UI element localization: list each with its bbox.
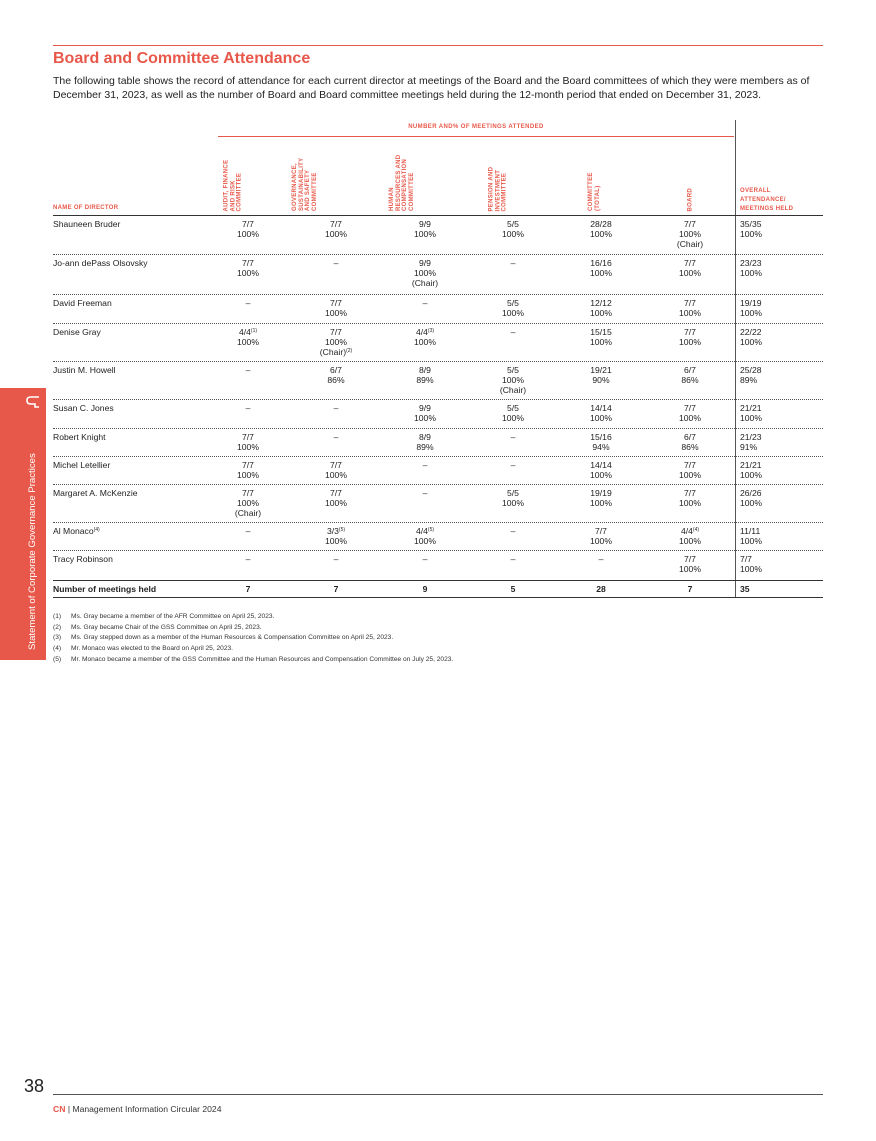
director-name: Tracy Robinson bbox=[53, 554, 113, 564]
attendance-cell: 9/9 100% bbox=[414, 219, 436, 239]
overall-attendance: 25/28 89% bbox=[740, 365, 762, 385]
attendance-cell: – bbox=[333, 554, 339, 564]
attendance-cell: 5/5 100% (Chair) bbox=[499, 365, 527, 395]
group-header-rule bbox=[218, 136, 734, 137]
attendance-cell: 5/5 100% bbox=[502, 219, 524, 239]
row-separator bbox=[53, 254, 823, 255]
totals-rule-bottom bbox=[53, 597, 823, 598]
attendance-cell: 15/15 100% bbox=[590, 327, 612, 347]
director-name: Shauneen Bruder bbox=[53, 219, 121, 229]
intro-paragraph: The following table shows the record of attendance for each current director at meetings of the Board and the Board committees of which they were members as of December 31, 2023, as well as the number of Board and Board committee meetings held during the 12-month period that ended on December 31, 2023. bbox=[53, 75, 810, 101]
attendance-cell: 7/7 100% bbox=[325, 219, 347, 239]
footer-rule bbox=[53, 1094, 823, 1095]
col-head-gss: GOVERNANCE, SUSTAINABILITY AND SAFETY COMMITTEE bbox=[292, 157, 318, 211]
attendance-cell: 12/12 100% bbox=[590, 298, 612, 318]
attendance-cell: – bbox=[245, 526, 251, 536]
attendance-cell: 14/14 100% bbox=[590, 460, 612, 480]
director-name: David Freeman bbox=[53, 298, 112, 308]
top-rule bbox=[53, 45, 823, 46]
attendance-cell: – bbox=[245, 554, 251, 564]
attendance-cell: 7/7 100% (Chair)$^{(2)}$ bbox=[319, 327, 353, 357]
attendance-cell: 4/4$^{(3)}$ 100% bbox=[414, 327, 436, 347]
attendance-cell: 7/7 100% bbox=[325, 298, 347, 318]
page-number: 38 bbox=[24, 1076, 45, 1096]
overall-attendance: 26/26 100% bbox=[740, 488, 762, 508]
attendance-cell: – bbox=[510, 554, 516, 564]
attendance-cell: 7/7 100% bbox=[679, 554, 701, 574]
footer bbox=[53, 1104, 221, 1114]
totals-label: Number of meetings held bbox=[53, 584, 157, 594]
attendance-cell: 7/7 100% bbox=[590, 526, 612, 546]
overall-attendance: 19/19 100% bbox=[740, 298, 762, 318]
total-hrc: 9 bbox=[422, 584, 428, 594]
attendance-cell: 9/9 100% (Chair) bbox=[411, 258, 439, 288]
overall-attendance: 7/7 100% bbox=[740, 554, 762, 574]
attendance-cell: 6/7 86% bbox=[327, 365, 345, 385]
footnote: (3) Ms. Gray stepped down as a member of the Human Resources & Compensation Committee on April 25, 2023. bbox=[53, 634, 394, 642]
row-separator bbox=[53, 484, 823, 485]
attendance-cell: 7/7 100% bbox=[325, 460, 347, 480]
col-head-pic: PENSION AND INVESTMENT COMMITTEE bbox=[488, 166, 508, 211]
row-separator bbox=[53, 323, 823, 324]
attendance-cell: 4/4$^{(5)}$ 100% bbox=[414, 526, 436, 546]
attendance-cell: 7/7 100% bbox=[679, 403, 701, 423]
col-head-hrc: HUMAN RESOURCES AND COMPENSATION COMMITTEE bbox=[389, 154, 415, 211]
row-separator bbox=[53, 294, 823, 295]
attendance-cell: 7/7 100% bbox=[679, 258, 701, 278]
total-committee: 28 bbox=[596, 584, 606, 594]
total-afr: 7 bbox=[245, 584, 251, 594]
total-overall: 35 bbox=[740, 584, 750, 594]
attendance-cell: – bbox=[245, 365, 251, 375]
total-board: 7 bbox=[687, 584, 693, 594]
footnote: (5) Mr. Monaco became a member of the GSS Committee and the Human Resources and Compensation Committee on July 25, 2023. bbox=[53, 655, 454, 663]
row-separator bbox=[53, 399, 823, 400]
total-pic: 5 bbox=[510, 584, 516, 594]
attendance-cell: – bbox=[422, 554, 428, 564]
director-name: Michel Letellier bbox=[53, 460, 111, 470]
director-name: Jo-ann dePass Olsovsky bbox=[53, 258, 148, 268]
group-header: NUMBER AND% OF MEETINGS ATTENDED bbox=[408, 124, 544, 130]
attendance-cell: 6/7 86% bbox=[681, 432, 699, 452]
attendance-cell: 7/7 100% bbox=[237, 460, 259, 480]
director-name: Susan C. Jones bbox=[53, 403, 114, 413]
attendance-cell: – bbox=[510, 460, 516, 470]
section-side-label: Statement of Corporate Governance Practices bbox=[27, 453, 38, 650]
director-name: Margaret A. McKenzie bbox=[53, 488, 138, 498]
attendance-cell: – bbox=[333, 432, 339, 442]
attendance-cell: 7/7 100% (Chair) bbox=[676, 219, 704, 249]
attendance-cell: 7/7 100% bbox=[237, 432, 259, 452]
row-separator bbox=[53, 550, 823, 551]
footer-text: Management Information Circular 2024 bbox=[72, 1104, 222, 1114]
overall-attendance: 22/22 100% bbox=[740, 327, 762, 347]
attendance-cell: – bbox=[333, 258, 339, 268]
attendance-cell: 7/7 100% bbox=[237, 258, 259, 278]
attendance-cell: – bbox=[422, 460, 428, 470]
overall-attendance: 23/23 100% bbox=[740, 258, 762, 278]
attendance-cell: – bbox=[510, 327, 516, 337]
attendance-cell: 7/7 100% bbox=[679, 327, 701, 347]
attendance-cell: – bbox=[422, 298, 428, 308]
attendance-cell: 3/3$^{(5)}$ 100% bbox=[325, 526, 347, 546]
attendance-cell: 8/9 89% bbox=[416, 432, 434, 452]
attendance-cell: 28/28 100% bbox=[590, 219, 612, 239]
attendance-cell: – bbox=[422, 488, 428, 498]
attendance-cell: 19/19 100% bbox=[590, 488, 612, 508]
director-name: Justin M. Howell bbox=[53, 365, 116, 375]
overall-attendance: 21/23 91% bbox=[740, 432, 762, 452]
cn-logo-icon bbox=[26, 396, 40, 408]
attendance-cell: – bbox=[245, 403, 251, 413]
col-head-afr: AUDIT, FINANCE AND RISK COMMITTEE bbox=[223, 159, 243, 211]
director-name: Robert Knight bbox=[53, 432, 106, 442]
footer-separator: | bbox=[67, 1104, 71, 1114]
attendance-cell: 7/7 100% bbox=[679, 298, 701, 318]
overall-attendance: 35/35 100% bbox=[740, 219, 762, 239]
overall-attendance: 21/21 100% bbox=[740, 460, 762, 480]
totals-rule-top bbox=[53, 580, 823, 581]
footnote: (2) Ms. Gray became Chair of the GSS Committee on April 25, 2023. bbox=[53, 623, 262, 631]
director-name: Al Monaco$^{(4)}$ bbox=[53, 526, 100, 536]
attendance-cell: – bbox=[598, 554, 604, 564]
col-head-name: NAME OF DIRECTOR bbox=[53, 205, 119, 211]
col-head-board: BOARD bbox=[687, 187, 694, 211]
total-gss: 7 bbox=[333, 584, 339, 594]
overall-attendance: 11/11 100% bbox=[740, 526, 762, 546]
footer-brand: CN bbox=[53, 1104, 66, 1114]
attendance-cell: 7/7 100% bbox=[679, 460, 701, 480]
page-title: Board and Committee Attendance bbox=[53, 50, 311, 67]
row-separator bbox=[53, 522, 823, 523]
footnote: (4) Mr. Monaco was elected to the Board on April 25, 2023. bbox=[53, 645, 234, 653]
attendance-cell: 5/5 100% bbox=[502, 403, 524, 423]
overall-column-divider bbox=[735, 120, 736, 598]
col-head-committee-total: COMMITTEE (TOTAL) bbox=[588, 172, 601, 211]
row-separator bbox=[53, 428, 823, 429]
attendance-cell: 4/4$^{(1)}$ 100% bbox=[237, 327, 259, 347]
attendance-cell: 7/7 100% bbox=[679, 488, 701, 508]
attendance-cell: 5/5 100% bbox=[502, 298, 524, 318]
header-rule bbox=[53, 215, 823, 216]
section-side-tab bbox=[0, 388, 46, 660]
attendance-cell: – bbox=[245, 298, 251, 308]
attendance-cell: 15/16 94% bbox=[590, 432, 612, 452]
footnotes bbox=[53, 612, 453, 666]
col-head-overall: OVERALL ATTENDANCE/ MEETINGS HELD bbox=[740, 188, 794, 212]
attendance-cell: 14/14 100% bbox=[590, 403, 612, 423]
attendance-cell: 6/7 86% bbox=[681, 365, 699, 385]
attendance-cell: 7/7 100% bbox=[237, 219, 259, 239]
attendance-cell: 4/4$^{(4)}$ 100% bbox=[679, 526, 701, 546]
attendance-cell: 19/21 90% bbox=[590, 365, 612, 385]
attendance-cell: – bbox=[333, 403, 339, 413]
attendance-cell: – bbox=[510, 526, 516, 536]
attendance-cell: 16/16 100% bbox=[590, 258, 612, 278]
overall-attendance: 21/21 100% bbox=[740, 403, 762, 423]
attendance-cell: 5/5 100% bbox=[502, 488, 524, 508]
director-name: Denise Gray bbox=[53, 327, 101, 337]
attendance-cell: – bbox=[510, 432, 516, 442]
row-separator bbox=[53, 456, 823, 457]
row-separator bbox=[53, 361, 823, 362]
attendance-cell: 8/9 89% bbox=[416, 365, 434, 385]
attendance-cell: – bbox=[510, 258, 516, 268]
attendance-cell: 7/7 100% (Chair) bbox=[234, 488, 262, 518]
footnote: (1) Ms. Gray became a member of the AFR Committee on April 25, 2023. bbox=[53, 613, 275, 620]
attendance-cell: 9/9 100% bbox=[414, 403, 436, 423]
attendance-cell: 7/7 100% bbox=[325, 488, 347, 508]
